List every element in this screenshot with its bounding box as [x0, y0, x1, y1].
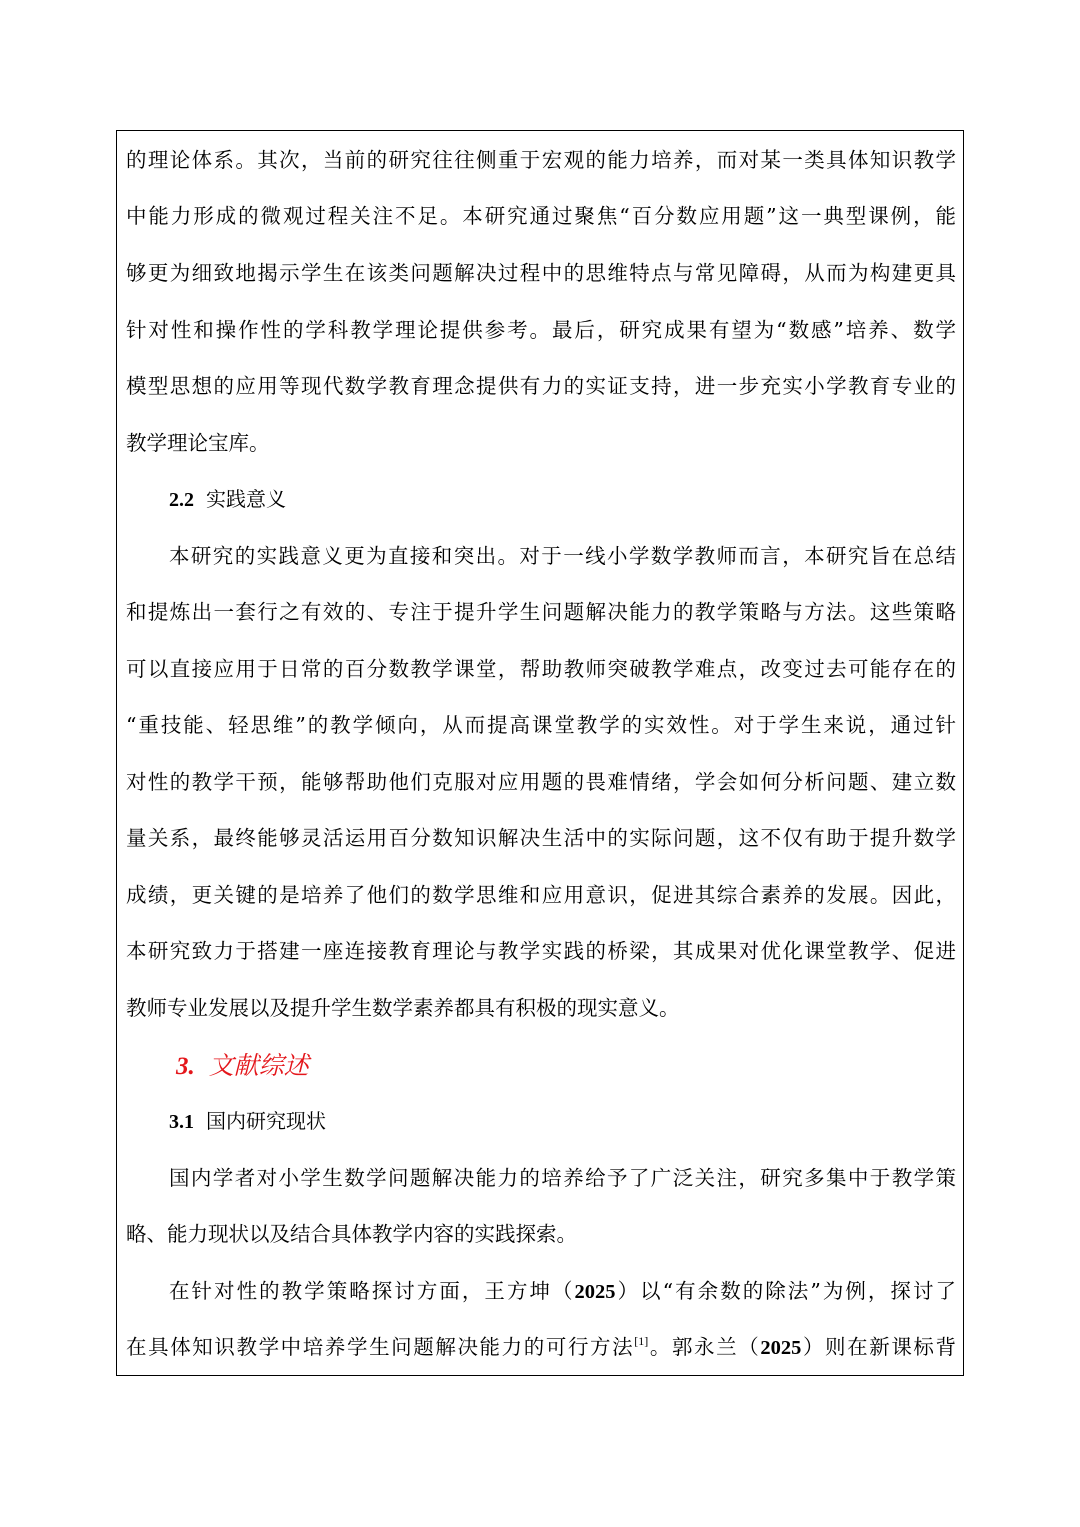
para4-line2-text-c: ）则在新课标背 — [801, 1335, 957, 1359]
para2-line-7: 成绩，更关键的是培养了他们的数学思维和应用意识，促进其综合素养的发展。因此， — [126, 883, 956, 907]
para4-line1-text-b: ）以“有余数的除法”为例，探讨了 — [615, 1279, 956, 1303]
para1-line-4: 针对性和操作性的学科教学理论提供参考。最后，研究成果有望为“数感”培养、数学 — [126, 318, 956, 342]
para2-line-5: 对性的教学干预，能够帮助他们克服对应用题的畏难情绪，学会如何分析问题、建立数 — [126, 770, 956, 794]
para3-line-2: 略、能力现状以及结合具体教学内容的实践探索。 — [126, 1222, 577, 1246]
para4-line2-year: 2025 — [760, 1337, 802, 1359]
section-3-1-number: 3.1 — [169, 1111, 194, 1133]
para4-line-2 — [126, 1327, 956, 1367]
para1-line-1: 的理论体系。其次，当前的研究往往侧重于宏观的能力培养，而对某一类具体知识教学 — [126, 148, 956, 172]
para2-line-4: “重技能、轻思维”的教学倾向，从而提高课堂教学的实效性。对于学生来说，通过针 — [126, 713, 956, 737]
para3-line-1: 国内学者对小学生数学问题解决能力的培养给予了广泛关注，研究多集中于教学策 — [169, 1166, 956, 1190]
para2-line-6: 量关系，最终能够灵活运用百分数知识解决生活中的实际问题，这不仅有助于提升数学 — [126, 826, 956, 850]
para1-line-3: 够更为细致地揭示学生在该类问题解决过程中的思维特点与常见障碍，从而为构建更具 — [126, 261, 956, 285]
section-3-1-heading — [169, 1101, 326, 1141]
para2-line-1: 本研究的实践意义更为直接和突出。对于一线小学数学教师而言，本研究旨在总结 — [169, 544, 956, 568]
section-3-title: 文献综述 — [208, 1051, 309, 1080]
para1-line-2: 中能力形成的微观过程关注不足。本研究通过聚焦“百分数应用题”这一典型课例，能 — [126, 204, 956, 228]
para4-line1-year: 2025 — [574, 1281, 616, 1303]
para4-line2-text-b: 。郭永兰（ — [648, 1335, 761, 1359]
section-3-1-title: 国内研究现状 — [206, 1109, 326, 1133]
para2-line-8: 本研究致力于搭建一座连接教育理论与教学实践的桥梁，其成果对优化课堂教学、促进 — [126, 939, 956, 963]
para1-line-5: 模型思想的应用等现代数学教育理念提供有力的实证支持，进一步充实小学教育专业的 — [126, 374, 956, 398]
section-2-2-number: 2.2 — [169, 489, 194, 511]
section-3-heading — [176, 1044, 309, 1088]
para4-line1-text-a: 在针对性的教学策略探讨方面，王方坤（ — [169, 1279, 575, 1303]
section-2-2-heading — [169, 479, 286, 519]
para2-line-3: 可以直接应用于日常的百分数教学课堂，帮助教师突破教学难点，改变过去可能存在的 — [126, 657, 956, 681]
para1-line-6: 教学理论宝库。 — [126, 431, 270, 455]
citation-ref-1[interactable]: [1] — [634, 1334, 649, 1348]
section-3-number: 3. — [176, 1053, 195, 1080]
para2-line-9: 教师专业发展以及提升学生数学素养都具有积极的现实意义。 — [126, 996, 680, 1020]
para4-line2-text-a: 在具体知识教学中培养学生问题解决能力的可行方法 — [126, 1335, 635, 1359]
para4-line-1 — [126, 1271, 956, 1311]
para2-line-2: 和提炼出一套行之有效的、专注于提升学生问题解决能力的教学策略与方法。这些策略 — [126, 600, 956, 624]
section-2-2-title: 实践意义 — [206, 487, 286, 511]
